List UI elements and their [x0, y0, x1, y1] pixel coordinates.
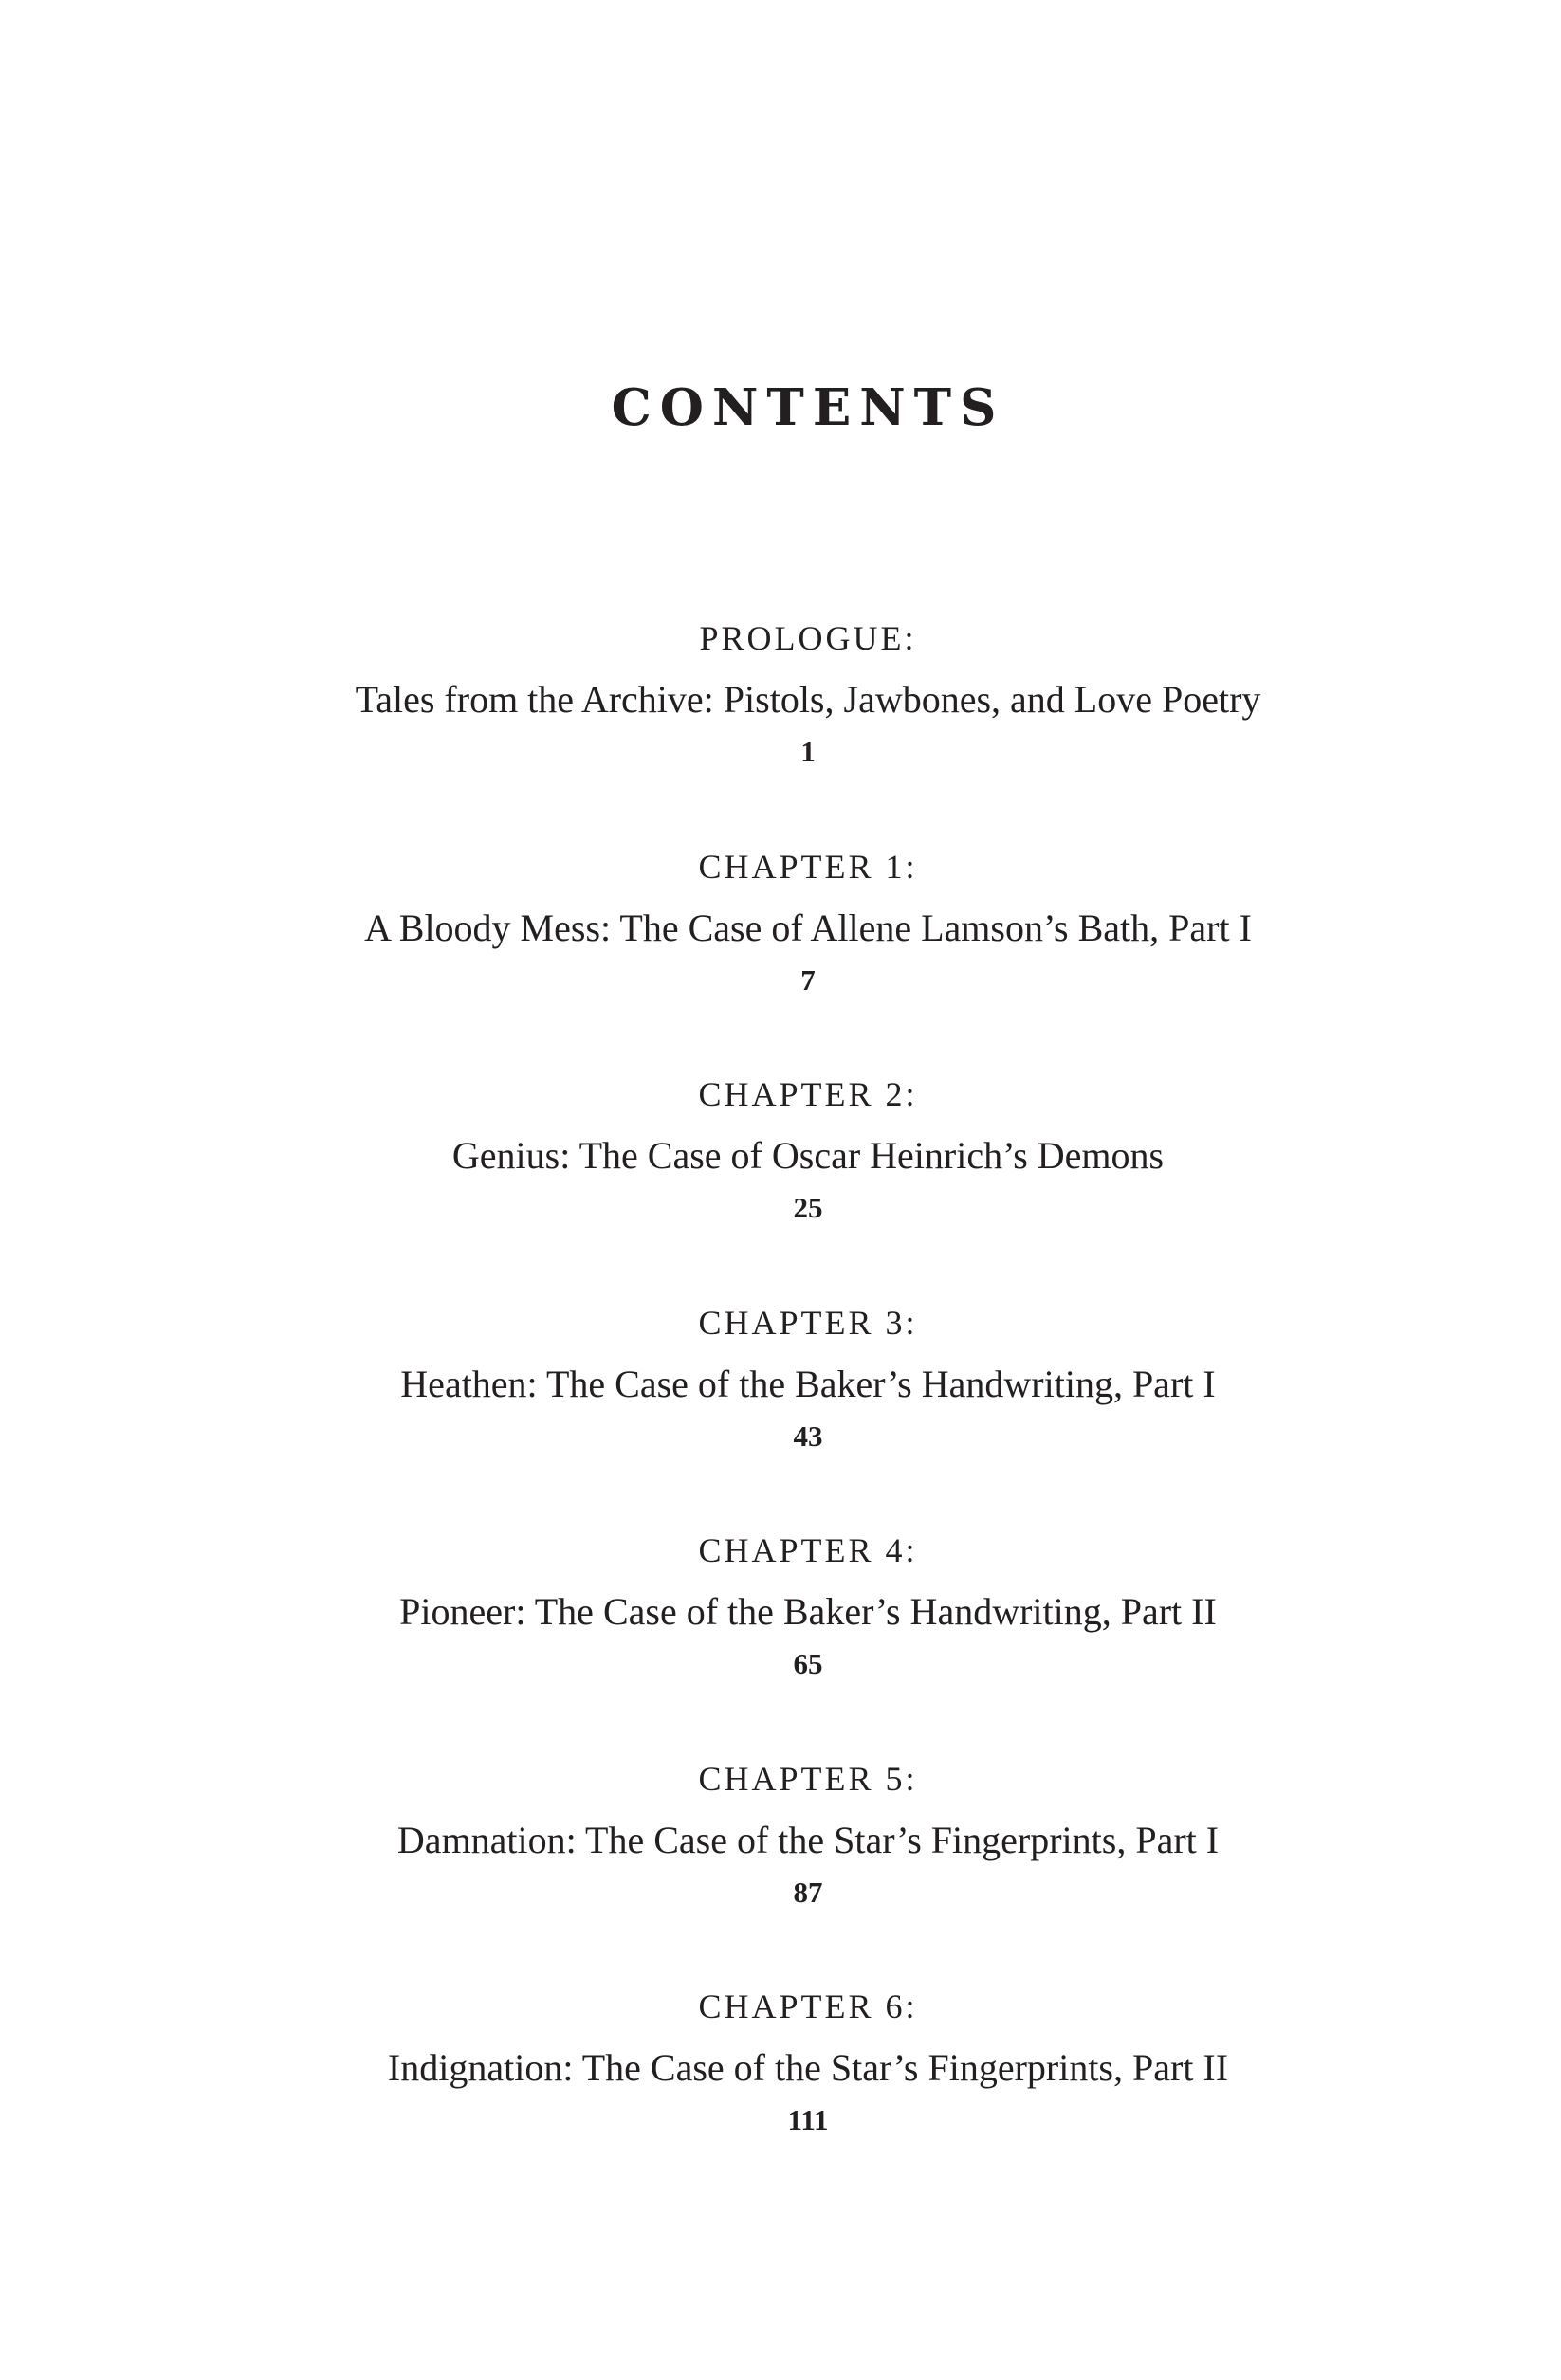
- toc-entry-chapter-5: [55, 1760, 1561, 1988]
- entry-title: A Bloody Mess: The Case of Allene Lamson’s Bath, Part I: [364, 906, 1252, 949]
- entry-title: Damnation: The Case of the Star’s Fingerprints, Part I: [396, 1818, 1220, 1861]
- entry-label: CHAPTER 3:: [698, 1303, 918, 1342]
- entry-label: CHAPTER 1:: [698, 847, 918, 886]
- toc-entry-chapter-6: [55, 1987, 1561, 2216]
- entry-title: Pioneer: The Case of the Baker’s Handwriting, Part II: [399, 1590, 1217, 1633]
- entry-label: CHAPTER 4:: [698, 1531, 918, 1569]
- entry-label: CHAPTER 6:: [698, 1987, 918, 2025]
- table-of-contents: [0, 619, 1561, 2216]
- toc-entry-chapter-2: [55, 1075, 1561, 1304]
- toc-entry-chapter-1: [55, 848, 1561, 1076]
- entry-title: Indignation: The Case of the Star’s Fingerprints, Part II: [387, 2046, 1229, 2089]
- toc-entry-chapter-3: [55, 1304, 1561, 1532]
- entry-page-number: 111: [787, 2103, 829, 2136]
- entry-page-number: 87: [793, 1875, 823, 1909]
- toc-entry-chapter-4: [55, 1531, 1561, 1760]
- entry-page-number: 25: [793, 1191, 823, 1224]
- page-title: CONTENTS: [611, 378, 1005, 437]
- entry-label: CHAPTER 2:: [698, 1075, 918, 1113]
- entry-page-number: 65: [793, 1647, 823, 1680]
- toc-entry-prologue: [55, 619, 1561, 848]
- entry-title: Heathen: The Case of the Baker’s Handwriting, Part I: [400, 1362, 1216, 1405]
- entry-label: PROLOGUE:: [699, 619, 917, 657]
- entry-label: CHAPTER 5:: [698, 1759, 918, 1798]
- entry-page-number: 7: [800, 962, 816, 997]
- entry-title: Genius: The Case of Oscar Heinrich’s Demons: [451, 1134, 1165, 1177]
- entry-title: Tales from the Archive: Pistols, Jawbones, and Love Poetry: [355, 678, 1261, 721]
- entry-page-number: 1: [800, 735, 816, 768]
- entry-page-number: 43: [793, 1419, 823, 1453]
